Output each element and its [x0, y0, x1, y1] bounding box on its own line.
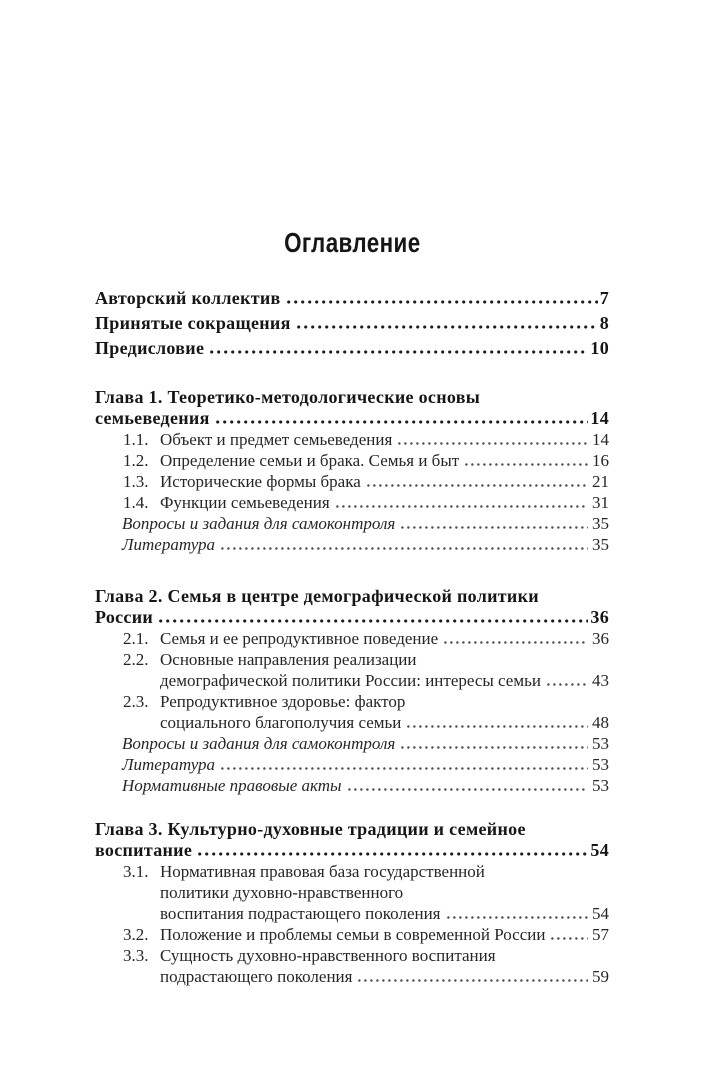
toc-item: [123, 861, 609, 924]
toc-page-number: 8: [599, 313, 609, 333]
toc-item-label: Исторические формы брака: [160, 472, 361, 491]
toc-item: [123, 450, 609, 471]
toc-item: [123, 429, 609, 450]
toc-page-number: 57: [592, 925, 609, 944]
toc-item-label: воспитания подрастающего поколения: [160, 904, 441, 923]
chapter-heading: [95, 387, 609, 429]
toc-item: [123, 628, 609, 649]
dot-leader: [216, 420, 589, 424]
toc-item: [122, 733, 609, 754]
dot-leader: [210, 350, 588, 354]
toc-item-number: 1.2.: [123, 451, 149, 470]
dot-leader: [198, 852, 588, 856]
dot-leader: [551, 937, 588, 940]
dot-leader: [297, 325, 598, 329]
toc-title-wrap: [95, 226, 609, 260]
toc-item: [122, 513, 609, 534]
toc-item: [122, 754, 609, 775]
dot-leader: [287, 300, 598, 304]
toc-page-number: 21: [592, 472, 609, 491]
dot-leader: [465, 463, 588, 466]
toc-page-number: 43: [592, 671, 609, 690]
toc-item: [122, 775, 609, 796]
chapter-heading-line: Глава 1. Теоретико-методологические основы: [95, 387, 481, 407]
toc-item-label: Литература: [122, 535, 216, 554]
toc-item: [123, 471, 609, 492]
toc-item-label: Репродуктивное здоровье: фактор: [160, 692, 406, 711]
toc-item-label: Нормативная правовая база государственной: [160, 862, 485, 881]
toc-page-number: 16: [592, 451, 609, 470]
chapter-heading-line: воспитание: [95, 840, 193, 860]
dot-leader: [159, 619, 588, 623]
toc-chapter-1: [95, 387, 609, 555]
toc-item-number: 2.3.: [123, 692, 149, 711]
dot-leader: [447, 916, 589, 919]
dot-leader: [444, 641, 588, 644]
toc-page-number: 36: [592, 629, 609, 648]
toc-item-number: 2.2.: [123, 650, 149, 669]
toc-item-label: демографической политики России: интересы семьи: [160, 671, 541, 690]
toc-item-label: Вопросы и задания для самоконтроля: [122, 734, 396, 753]
toc-entry: [95, 336, 609, 361]
toc-page-number: 54: [590, 840, 609, 860]
toc-item-number: 3.1.: [123, 862, 149, 881]
dot-leader: [401, 526, 588, 529]
toc-item: [123, 691, 609, 733]
chapter-heading-line: семьеведения: [95, 408, 210, 428]
toc-front-matter: [95, 286, 609, 361]
toc-item-number: 1.1.: [123, 430, 149, 449]
chapter-heading-line: Глава 2. Семья в центре демографической политики: [95, 586, 539, 606]
toc-page-number: 7: [599, 288, 609, 308]
toc-item-label: Сущность духовно-нравственного воспитания: [160, 946, 496, 965]
toc-page-number: 31: [592, 493, 609, 512]
toc-item: [123, 945, 609, 987]
chapter-heading-line: России: [95, 607, 154, 627]
dot-leader: [221, 547, 588, 550]
dot-leader: [358, 979, 588, 982]
toc-page-number: 36: [590, 607, 609, 627]
toc-page-number: 48: [592, 713, 609, 732]
dot-leader: [336, 505, 588, 508]
toc-content: [95, 0, 609, 987]
toc-entry-label: Принятые сокращения: [95, 313, 291, 333]
toc-item-label: Положение и проблемы семьи в современной России: [160, 925, 546, 944]
toc-page-number: 59: [592, 967, 609, 986]
toc-item: [123, 649, 609, 691]
toc-page-number: 53: [592, 755, 609, 774]
toc-item-label: Основные направления реализации: [160, 650, 417, 669]
toc-item-number: 3.2.: [123, 925, 149, 944]
toc-item-label: подрастающего поколения: [160, 967, 353, 986]
toc-page-number: 53: [592, 734, 609, 753]
toc-item: [122, 534, 609, 555]
toc-item-number: 3.3.: [123, 946, 149, 965]
page-title: Оглавление: [283, 227, 421, 258]
dot-leader: [348, 788, 588, 791]
toc-item-label: Вопросы и задания для самоконтроля: [122, 514, 396, 533]
toc-item-label: Определение семьи и брака. Семья и быт: [160, 451, 460, 470]
toc-page-number: 14: [592, 430, 609, 449]
toc-item-label: Объект и предмет семьеведения: [160, 430, 393, 449]
toc-item-number: 2.1.: [123, 629, 149, 648]
toc-entry-label: Предисловие: [95, 338, 205, 358]
dot-leader: [367, 484, 588, 487]
dot-leader: [398, 442, 588, 445]
toc-chapter-2: [95, 586, 609, 796]
dot-leader: [547, 683, 588, 686]
dot-leader: [221, 767, 588, 770]
toc-item-label: Семья и ее репродуктивное поведение: [160, 629, 439, 648]
toc-entry: [95, 311, 609, 336]
toc-entry: [95, 286, 609, 311]
chapter-heading: [95, 819, 609, 861]
chapter-heading-line: Глава 3. Культурно-духовные традиции и семейное: [95, 819, 526, 839]
dot-leader: [401, 746, 588, 749]
toc-item-number: 1.4.: [123, 493, 149, 512]
toc-item-label: Функции семьеведения: [160, 493, 330, 512]
toc-item: [123, 492, 609, 513]
toc-page-number: 54: [592, 904, 609, 923]
toc-item-label: социального благополучия семьи: [160, 713, 402, 732]
toc-page-number: 35: [592, 535, 609, 554]
toc-item-label: политики духовно-нравственного: [160, 883, 404, 902]
toc-page-number: 10: [590, 338, 609, 358]
chapter-heading: [95, 586, 609, 628]
toc-item-label: Литература: [122, 755, 216, 774]
toc-item-label: Нормативные правовые акты: [122, 776, 342, 795]
toc-item-number: 1.3.: [123, 472, 149, 491]
toc-item: [123, 924, 609, 945]
toc-chapter-3: [95, 819, 609, 987]
toc-entry-label: Авторский коллектив: [95, 288, 281, 308]
dot-leader: [407, 725, 588, 728]
toc-page-number: 35: [592, 514, 609, 533]
toc-page-number: 53: [592, 776, 609, 795]
toc-page-number: 14: [590, 408, 609, 428]
